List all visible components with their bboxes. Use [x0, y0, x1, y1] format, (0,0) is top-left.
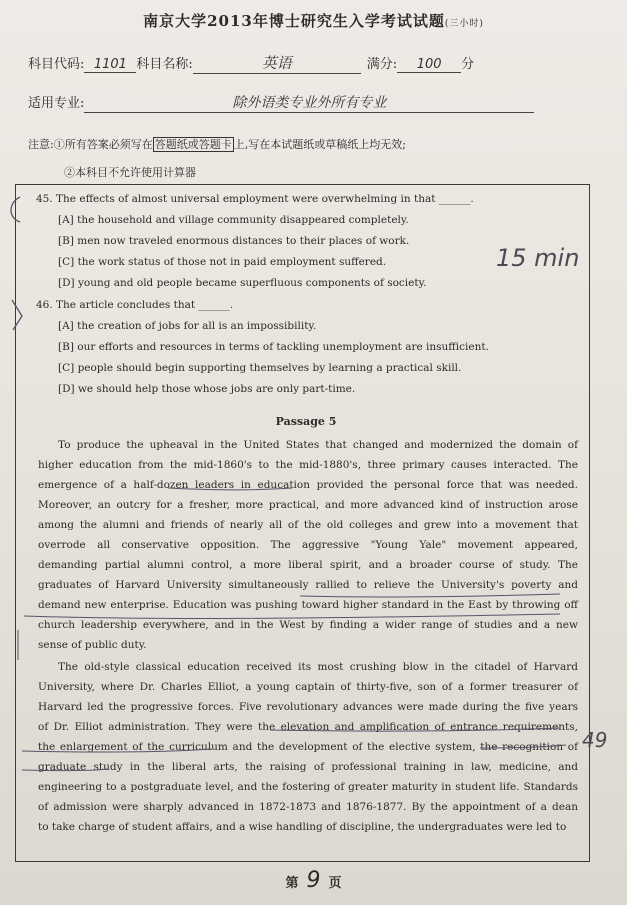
- passage-paragraph-2: [38, 657, 578, 837]
- notice-1-boxed: 答题纸或答题卡: [154, 138, 232, 151]
- notice-label: 注意:: [28, 138, 54, 151]
- question-45-option-b: [B] men now traveled enormous distances to their places of work.: [58, 235, 410, 247]
- paragraph-2-line: to take charge of student affairs, and a wise handling of discipline, the undergraduates were led to: [38, 821, 567, 833]
- paragraph-1-line: demand new enterprise. Education was pushing toward higher standard in the East by throwing off: [38, 599, 578, 611]
- subject-name-value: 英语: [193, 52, 361, 74]
- question-45-option-c: [C] the work status of those not in paid employment suffered.: [58, 256, 387, 268]
- paragraph-2-line: Harvard led the progressive forces. Five revolutionary advances were made during the five years: [38, 701, 578, 713]
- paragraph-1-line: overrode all conservative opposition. The aggressive "Young Yale" movement appeared,: [38, 539, 578, 551]
- paragraph-1-line: graduates of Harvard University simultaneously rallied to relieve the University's poverty and: [38, 579, 578, 591]
- notice-line-1: [28, 136, 406, 152]
- major-value: 除外语类专业外所有专业: [84, 92, 534, 113]
- question-46-option-a: [A] the creation of jobs for all is an impossibility.: [58, 320, 317, 332]
- exam-duration: (三小时): [444, 19, 484, 29]
- exam-title: [0, 10, 627, 31]
- score-label: 满分:: [366, 57, 398, 72]
- question-45-stem: 45. The effects of almost universal employment were overwhelming in that ______.: [36, 193, 474, 205]
- paragraph-1-line: higher education from the mid-1860's to the mid-1880's, three primary causes interacted. The: [38, 459, 578, 471]
- paragraph-2-line: University, where Dr. Charles Elliot, a young captain of thirty-five, son of a former treasurer of: [38, 681, 578, 693]
- notice-2: ②本科目不允许使用计算器: [64, 166, 196, 179]
- major-label: 适用专业:: [28, 96, 85, 111]
- question-46-option-d: [D] we should help those whose jobs are only part-time.: [58, 383, 356, 395]
- notice-1-pre: ①所有答案必须写在: [53, 138, 153, 151]
- paragraph-2-line: engineering to a postgraduate level, and the fostering of greater maturity in student life. Standards: [38, 781, 578, 793]
- question-frame: [15, 184, 590, 862]
- exam-title-text: 南京大学2013年博士研究生入学考试试题: [143, 12, 445, 30]
- score-unit: 分: [461, 57, 475, 72]
- major-row: [28, 92, 534, 113]
- margin-note-number: 49: [582, 728, 608, 752]
- subject-code-label: 科目代码:: [28, 57, 85, 72]
- notice-line-2: [64, 164, 196, 180]
- subject-info-row: [28, 52, 474, 74]
- paragraph-1-line: Moreover, an outcry for a fresher, more practical, and more advanced kind of instruction arose: [38, 499, 578, 511]
- subject-name-label: 科目名称:: [136, 57, 193, 72]
- paragraph-1-line: church leadership everywhere, and in the West by finding a wider range of studies and a new: [38, 619, 578, 631]
- page-footer: [0, 868, 627, 893]
- notice-1-post: 上,写在本试题纸或草稿纸上均无效;: [233, 138, 406, 151]
- passage-title: Passage 5: [275, 415, 337, 428]
- question-45-option-d: [D] young and old people became superfluous components of society.: [58, 277, 427, 289]
- paragraph-2-line: The old-style classical education received its most crushing blow in the citadel of Harvard: [58, 661, 578, 673]
- paragraph-2-line: of Dr. Elliot administration. They were the elevation and amplification of entrance requirements,: [38, 721, 578, 733]
- page-number: 9: [306, 868, 321, 893]
- paragraph-1-line: To produce the upheaval in the United States that changed and modernized the domain of: [58, 439, 578, 451]
- question-45-option-a: [A] the household and village community disappeared completely.: [58, 214, 409, 226]
- paragraph-2-line: of admission were sharply advanced in 1872-1873 and 1876-1877. By the appointment of a dean: [38, 801, 578, 813]
- footer-post: 页: [328, 876, 342, 891]
- subject-code-value: 1101: [84, 57, 136, 73]
- footer-pre: 第: [285, 876, 299, 891]
- paragraph-1-line: demanding partial alumni control, a more liberal spirit, and a broader course of study. The: [38, 559, 578, 571]
- question-46-option-c: [C] people should begin supporting themselves by learning a practical skill.: [58, 362, 462, 374]
- paragraph-1-line: among the alumni and friends of nearly all of the old colleges and grew into a movement that: [38, 519, 578, 531]
- passage-paragraph-1: [38, 435, 578, 655]
- margin-note-time: 15 min: [496, 244, 580, 272]
- paragraph-2-line: graduate study in the liberal arts, the raising of professional training in law, medicine, and: [38, 761, 578, 773]
- question-46-stem: 46. The article concludes that ______.: [36, 299, 234, 311]
- paragraph-2-line: the enlargement of the curriculum and the development of the elective system, the recognition of: [38, 741, 578, 753]
- paragraph-1-line: emergence of a half-dozen leaders in education provided the personal force that was needed.: [38, 479, 578, 491]
- question-46-option-b: [B] our efforts and resources in terms of tackling unemployment are insufficient.: [58, 341, 489, 353]
- score-value: 100: [397, 57, 461, 73]
- paragraph-1-line: sense of public duty.: [38, 639, 147, 651]
